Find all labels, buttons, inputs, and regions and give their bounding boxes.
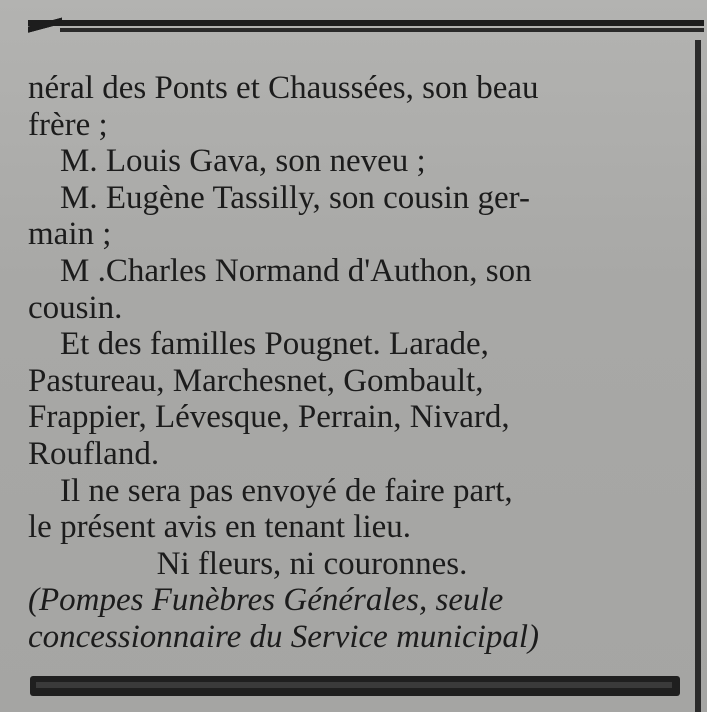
text-line: (Pompes Funèbres Générales, seule xyxy=(28,582,504,619)
text-line: main ; xyxy=(28,216,112,253)
text-line: néral des Ponts et Chaussées, son beau xyxy=(28,70,539,106)
bottom-rule xyxy=(30,676,680,696)
text-line: cousin. xyxy=(28,289,123,326)
rule-bar xyxy=(28,20,704,26)
text-line: Il ne sera pas envoyé de faire part, xyxy=(60,472,513,509)
notice-text xyxy=(28,70,686,656)
top-rule xyxy=(28,14,704,36)
text-line: concessionnaire du Service municipal) xyxy=(28,618,540,655)
column-rule xyxy=(695,40,701,712)
text-line: M .Charles Normand d'Authon, son xyxy=(60,252,532,289)
text-line: Roufland. xyxy=(28,435,160,472)
text-line: Frappier, Lévesque, Perrain, Nivard, xyxy=(28,399,510,436)
rule-bar xyxy=(36,682,672,688)
text-line: M. Eugène Tassilly, son cousin ger- xyxy=(60,179,530,216)
text-line: M. Louis Gava, son neveu ; xyxy=(60,143,426,180)
text-line: Et des familles Pougnet. Larade, xyxy=(60,326,489,363)
text-line: frère ; xyxy=(28,106,108,143)
text-line: Pastureau, Marchesnet, Gombault, xyxy=(28,362,484,399)
text-line: Ni fleurs, ni couronnes. xyxy=(156,545,468,582)
rule-bar-thin xyxy=(60,28,704,32)
text-line: le présent avis en tenant lieu. xyxy=(28,509,412,546)
